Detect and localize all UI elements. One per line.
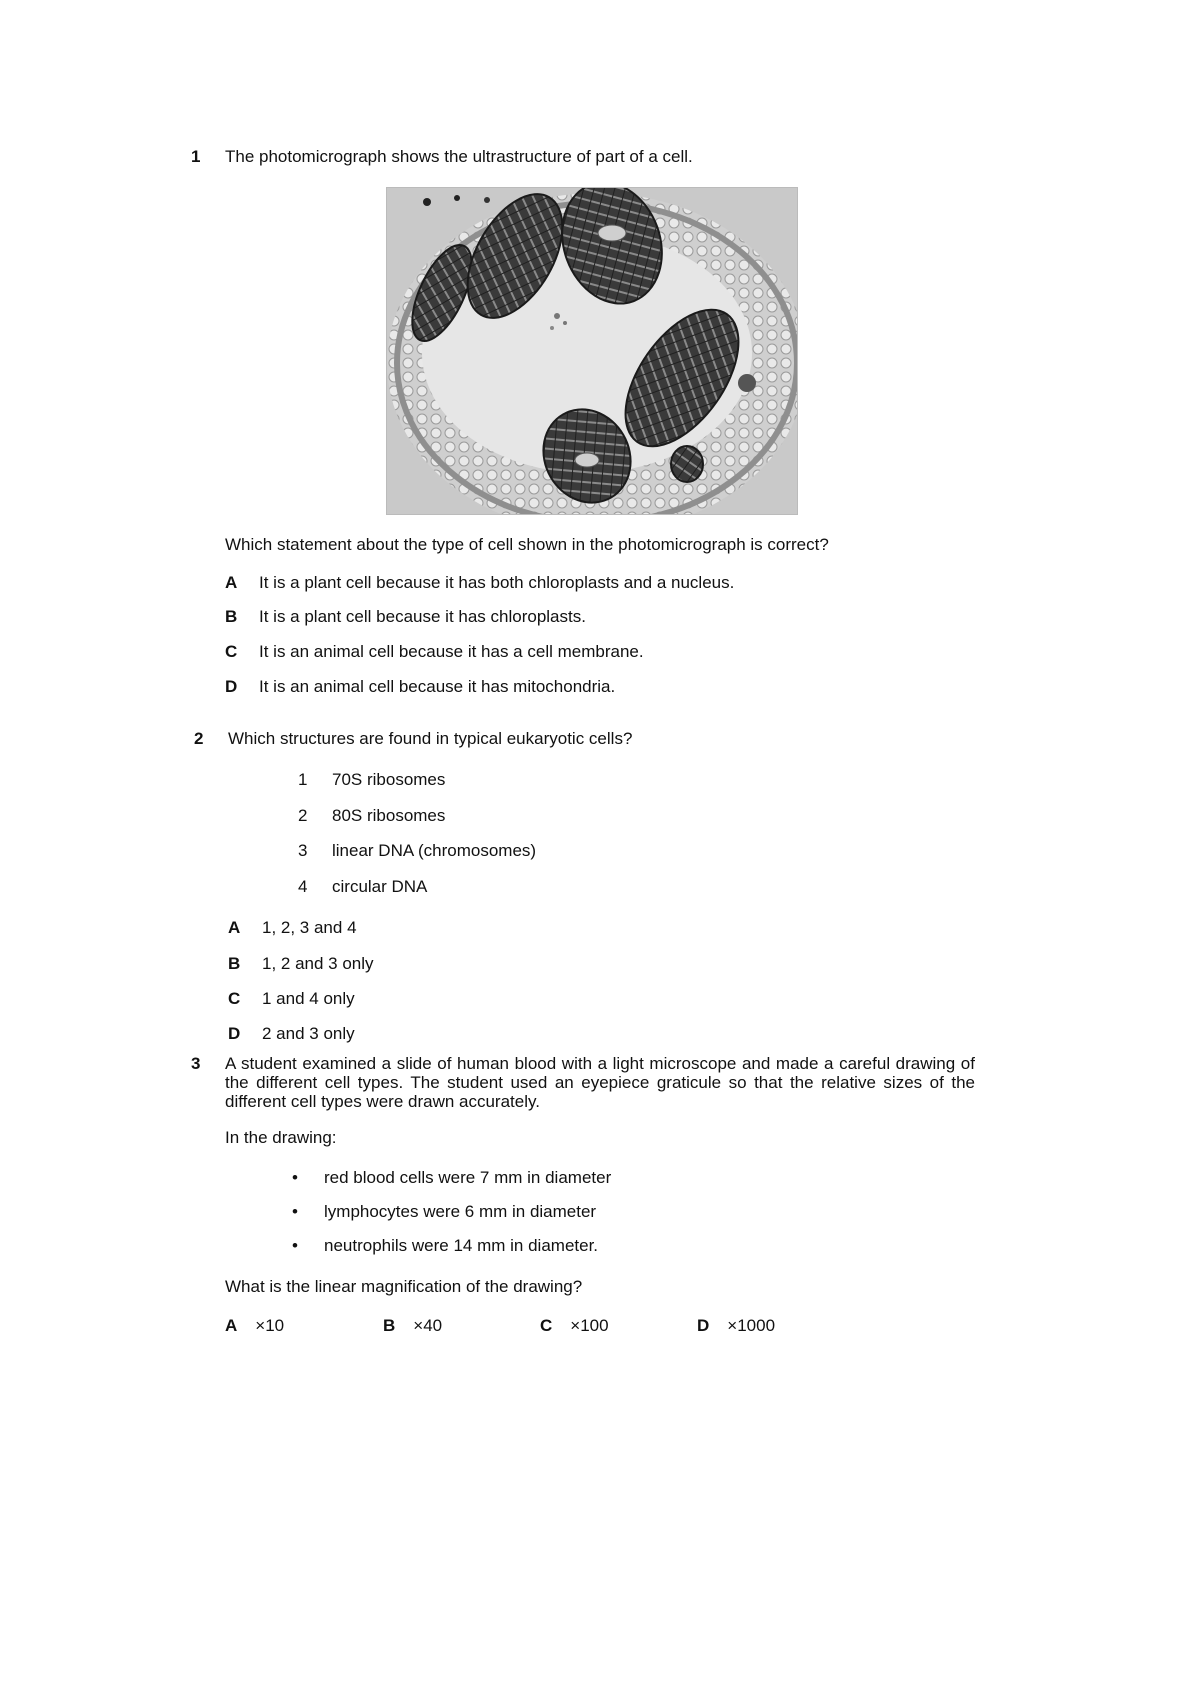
option-text: It is a plant cell because it has chloroplasts. — [259, 607, 586, 626]
option-text: 1, 2 and 3 only — [262, 954, 374, 973]
question-2-option-c[interactable] — [228, 989, 628, 1011]
question-2-option-a[interactable] — [228, 918, 628, 940]
option-text: It is a plant cell because it has both chloroplasts and a nucleus. — [259, 573, 735, 592]
question-1-number: 1 — [191, 147, 201, 166]
question-2-number: 2 — [194, 729, 204, 748]
statement-item — [298, 806, 698, 828]
bullet-icon: • — [292, 1236, 298, 1255]
option-text: ×1000 — [727, 1316, 776, 1335]
question-3-number: 3 — [191, 1054, 201, 1073]
option-text: 1 and 4 only — [262, 989, 355, 1008]
question-3-prompt: What is the linear magnification of the drawing? — [225, 1277, 583, 1296]
option-letter: B — [383, 1316, 396, 1335]
item-text: linear DNA (chromosomes) — [332, 841, 537, 860]
option-letter: A — [225, 573, 238, 592]
bullet-item — [292, 1168, 792, 1190]
option-text: 1, 2, 3 and 4 — [262, 918, 357, 937]
item-number: 3 — [298, 841, 308, 860]
bullet-text: neutrophils were 14 mm in diameter. — [324, 1236, 599, 1255]
question-3-option-a[interactable] — [225, 1316, 284, 1336]
question-1-option-d[interactable] — [225, 677, 925, 699]
option-letter: C — [540, 1316, 553, 1335]
photomicrograph-image — [386, 187, 798, 515]
question-3-option-c[interactable] — [540, 1316, 609, 1336]
question-2-stem: Which structures are found in typical eukaryotic cells? — [228, 729, 633, 748]
option-letter: A — [228, 918, 241, 937]
question-1-option-c[interactable] — [225, 642, 925, 664]
question-3-option-b[interactable] — [383, 1316, 442, 1336]
item-text: 80S ribosomes — [332, 806, 446, 825]
question-3-option-d[interactable] — [697, 1316, 775, 1336]
item-number: 4 — [298, 877, 308, 896]
bullet-text: red blood cells were 7 mm in diameter — [324, 1168, 612, 1187]
option-text: ×10 — [255, 1316, 285, 1335]
item-text: circular DNA — [332, 877, 428, 896]
option-text: It is an animal cell because it has a cell membrane. — [259, 642, 644, 661]
bullet-item — [292, 1236, 792, 1258]
item-number: 2 — [298, 806, 308, 825]
option-letter: B — [228, 954, 241, 973]
statement-item — [298, 877, 698, 899]
question-3-intro: In the drawing: — [225, 1128, 337, 1147]
option-letter: D — [228, 1024, 241, 1043]
option-text: It is an animal cell because it has mitochondria. — [259, 677, 616, 696]
option-text: ×40 — [413, 1316, 443, 1335]
option-text: 2 and 3 only — [262, 1024, 355, 1043]
option-letter: B — [225, 607, 238, 626]
item-number: 1 — [298, 770, 308, 789]
question-2-option-b[interactable] — [228, 954, 628, 976]
statement-item — [298, 770, 698, 792]
bullet-item — [292, 1202, 792, 1224]
question-1-option-a[interactable] — [225, 573, 925, 595]
bullet-text: lymphocytes were 6 mm in diameter — [324, 1202, 597, 1221]
statement-item — [298, 841, 698, 863]
question-1-prompt: Which statement about the type of cell shown in the photomicrograph is correct? — [225, 535, 829, 554]
question-3-stem: A student examined a slide of human blood with a light microscope and made a careful drawing of the different cell types. The student used an eyepiece graticule so that the relative sizes of the different cell types were drawn accurately. — [225, 1054, 975, 1111]
option-text: ×100 — [570, 1316, 609, 1335]
option-letter: D — [697, 1316, 710, 1335]
option-letter: C — [225, 642, 238, 661]
option-letter: D — [225, 677, 238, 696]
question-2-option-d[interactable] — [228, 1024, 628, 1046]
bullet-icon: • — [292, 1168, 298, 1187]
option-letter: A — [225, 1316, 238, 1335]
question-1-option-b[interactable] — [225, 607, 925, 629]
question-1-stem: The photomicrograph shows the ultrastructure of part of a cell. — [225, 147, 693, 166]
item-text: 70S ribosomes — [332, 770, 446, 789]
bullet-icon: • — [292, 1202, 298, 1221]
option-letter: C — [228, 989, 241, 1008]
